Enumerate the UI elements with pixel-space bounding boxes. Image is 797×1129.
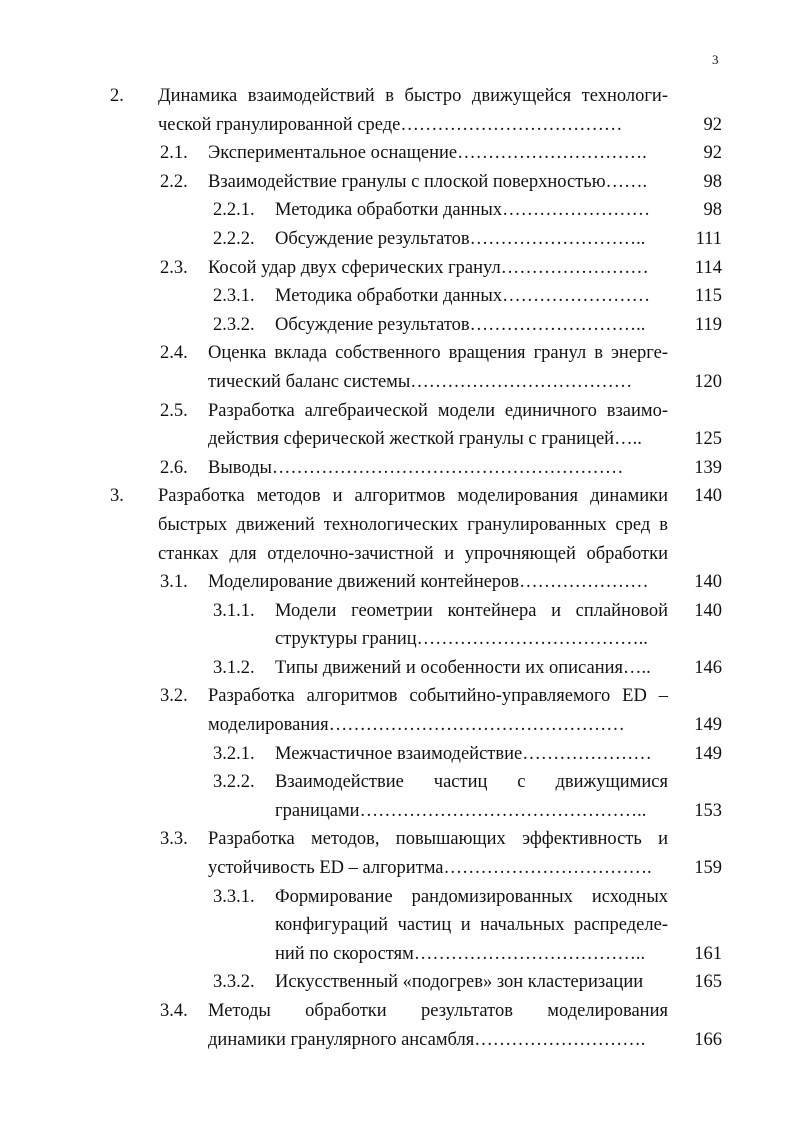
- toc-entry-title-line: Методы обработки результатов моделирования: [208, 1001, 668, 1021]
- toc-entry-number: 2.5.: [160, 400, 188, 421]
- toc-entry-number: 3.3.1.: [213, 886, 255, 907]
- toc-entry-title-line: Разработка алгоритмов событийно-управляемого ED –: [208, 686, 668, 707]
- toc-entry-title-line: Модели геометрии контейнера и сплайновой: [275, 600, 668, 621]
- toc-entry-title-line: Искусственный «подогрев» зон кластеризации: [275, 972, 644, 993]
- toc-entry-page: 120: [694, 371, 722, 392]
- toc-entry-title-line: станках для отделочно-зачистной и упрочняющей обработки: [158, 543, 668, 564]
- toc-entry-number: 2.2.2.: [213, 228, 255, 249]
- toc-entry-page: 149: [694, 743, 722, 764]
- toc-entry-title-line: Взаимодействие частиц с движущимися: [275, 772, 668, 793]
- toc-entry-page: 149: [694, 715, 722, 736]
- toc-entry-page: 92: [703, 114, 722, 135]
- toc-entry: [0, 82, 797, 139]
- toc-entry: [0, 997, 797, 1054]
- toc-entry-title-line: Выводы…………………………………………………: [208, 457, 624, 478]
- toc-entry-title-line: Моделирование движений контейнеров…………………: [208, 572, 649, 593]
- toc-entry-title-line: Методика обработки данных……………………: [275, 286, 651, 307]
- toc-entry-page: 98: [703, 200, 722, 221]
- toc-entry-number: 3.: [110, 486, 124, 507]
- toc-entry-number: 3.2.1.: [213, 743, 255, 764]
- toc-entry-number: 2.1.: [160, 143, 188, 164]
- toc-entry-title-line: границами………………………………………..: [275, 800, 647, 821]
- toc-entry: [0, 282, 797, 311]
- toc-entry-page: 140: [694, 486, 722, 507]
- toc-entry-number: 2.: [110, 86, 124, 106]
- toc-entry-title-line: Формирование рандомизированных исходных: [275, 886, 668, 907]
- toc-entry-title-line: действия сферической жесткой гранулы с границей…..: [208, 429, 642, 450]
- toc-entry: [0, 597, 797, 654]
- toc-entry-page: 153: [694, 800, 722, 821]
- toc-entry-title-line: быстрых движений технологических гранулированных сред в: [158, 514, 668, 535]
- toc-entry-number: 2.2.1.: [213, 200, 255, 221]
- toc-entry-title-line: Разработка методов, повышающих эффективность и: [208, 829, 668, 850]
- toc-entry-number: 3.1.1.: [213, 600, 255, 621]
- toc-entry: [0, 397, 797, 454]
- toc-entry-page: 146: [694, 657, 722, 678]
- toc-entry-number: 3.3.2.: [213, 972, 255, 993]
- toc-entry-page: 111: [695, 228, 722, 249]
- toc-entry-title-line: динамики гранулярного ансамбля……………………….: [208, 1029, 646, 1050]
- toc-entry: [0, 883, 797, 969]
- toc-entry-page: 114: [694, 257, 722, 278]
- toc-entry-page: 139: [694, 457, 722, 478]
- toc-entry-page: 161: [694, 943, 722, 964]
- toc-entry: [0, 454, 797, 483]
- toc-entry-title-line: Обсуждение результатов………………………..: [275, 228, 646, 249]
- toc-entry-title-line: моделирования…………………………………………: [208, 715, 625, 736]
- toc-entry-number: 3.2.: [160, 686, 188, 707]
- toc-entry-page: 140: [694, 600, 722, 621]
- toc-entry-number: 3.3.: [160, 829, 188, 850]
- toc-entry-page: 166: [694, 1029, 722, 1050]
- toc-entry: [0, 311, 797, 340]
- toc-entry: [0, 196, 797, 225]
- toc-entry: [0, 568, 797, 597]
- toc-entry: [0, 968, 797, 997]
- toc-entry-title-line: Обсуждение результатов………………………..: [275, 314, 646, 335]
- toc-entry-number: 2.4.: [160, 343, 188, 364]
- toc-entry: [0, 139, 797, 168]
- toc-entry-title-line: Разработка алгебраической модели единичного взаимо-: [208, 400, 668, 421]
- toc-entry-title-line: ний по скоростям………………………………..: [275, 943, 646, 964]
- toc-entry: [0, 168, 797, 197]
- toc-entry: [0, 482, 797, 568]
- toc-entry-number: 2.3.2.: [213, 314, 255, 335]
- toc-entry-title-line: Методика обработки данных……………………: [275, 200, 651, 221]
- toc-entry: [0, 768, 797, 825]
- table-of-contents: [0, 82, 797, 1054]
- toc-entry-page: 140: [694, 572, 722, 593]
- toc-entry-title-line: конфигураций частиц и начальных распределе-: [275, 915, 668, 936]
- toc-entry-number: 2.3.1.: [213, 286, 255, 307]
- toc-entry: [0, 339, 797, 396]
- toc-entry-title-line: Типы движений и особенности их описания…..: [275, 657, 651, 678]
- toc-entry-title-line: устойчивость ED – алгоритма…………………………….: [208, 858, 652, 879]
- page-number: 3: [712, 52, 719, 67]
- toc-entry-number: 3.1.2.: [213, 657, 255, 678]
- toc-entry-title-line: тический баланс системы………………………………: [208, 371, 633, 392]
- toc-entry: [0, 225, 797, 254]
- toc-entry: [0, 654, 797, 683]
- toc-entry-page: 159: [694, 858, 722, 879]
- toc-entry-number: 3.2.2.: [213, 772, 255, 793]
- toc-entry-page: 119: [694, 314, 722, 335]
- toc-entry: [0, 825, 797, 882]
- toc-entry-title-line: Взаимодействие гранулы с плоской поверхностью…….: [208, 171, 648, 192]
- toc-entry-title-line: Косой удар двух сферических гранул……………………: [208, 257, 649, 278]
- toc-entry-title-line: структуры границ………………………………..: [275, 629, 648, 650]
- toc-entry-number: 3.1.: [160, 572, 188, 593]
- toc-entry-title-line: Динамика взаимодействий в быстро движущейся технологи-: [158, 86, 668, 106]
- toc-entry-title-line: Оценка вклада собственного вращения гранул в энерге-: [208, 343, 668, 364]
- toc-entry-number: 2.2.: [160, 171, 188, 192]
- toc-entry: [0, 740, 797, 769]
- toc-entry: [0, 682, 797, 739]
- toc-entry-page: 115: [694, 286, 722, 307]
- toc-entry-title-line: ческой гранулированной среде………………………………: [158, 114, 623, 135]
- toc-entry-page: 165: [694, 972, 722, 993]
- toc-entry-title-line: Межчастичное взаимодействие…………………: [275, 743, 652, 764]
- toc-entry-number: 3.4.: [160, 1001, 188, 1021]
- toc-entry-page: 98: [703, 171, 722, 192]
- toc-entry-number: 2.3.: [160, 257, 188, 278]
- toc-entry-page: 92: [703, 143, 722, 164]
- toc-entry: [0, 254, 797, 283]
- toc-entry-page: 125: [694, 429, 722, 450]
- toc-entry-title-line: Экспериментальное оснащение………………………….: [208, 143, 647, 164]
- toc-entry-title-line: Разработка методов и алгоритмов моделирования динамики: [158, 486, 668, 507]
- toc-entry-number: 2.6.: [160, 457, 188, 478]
